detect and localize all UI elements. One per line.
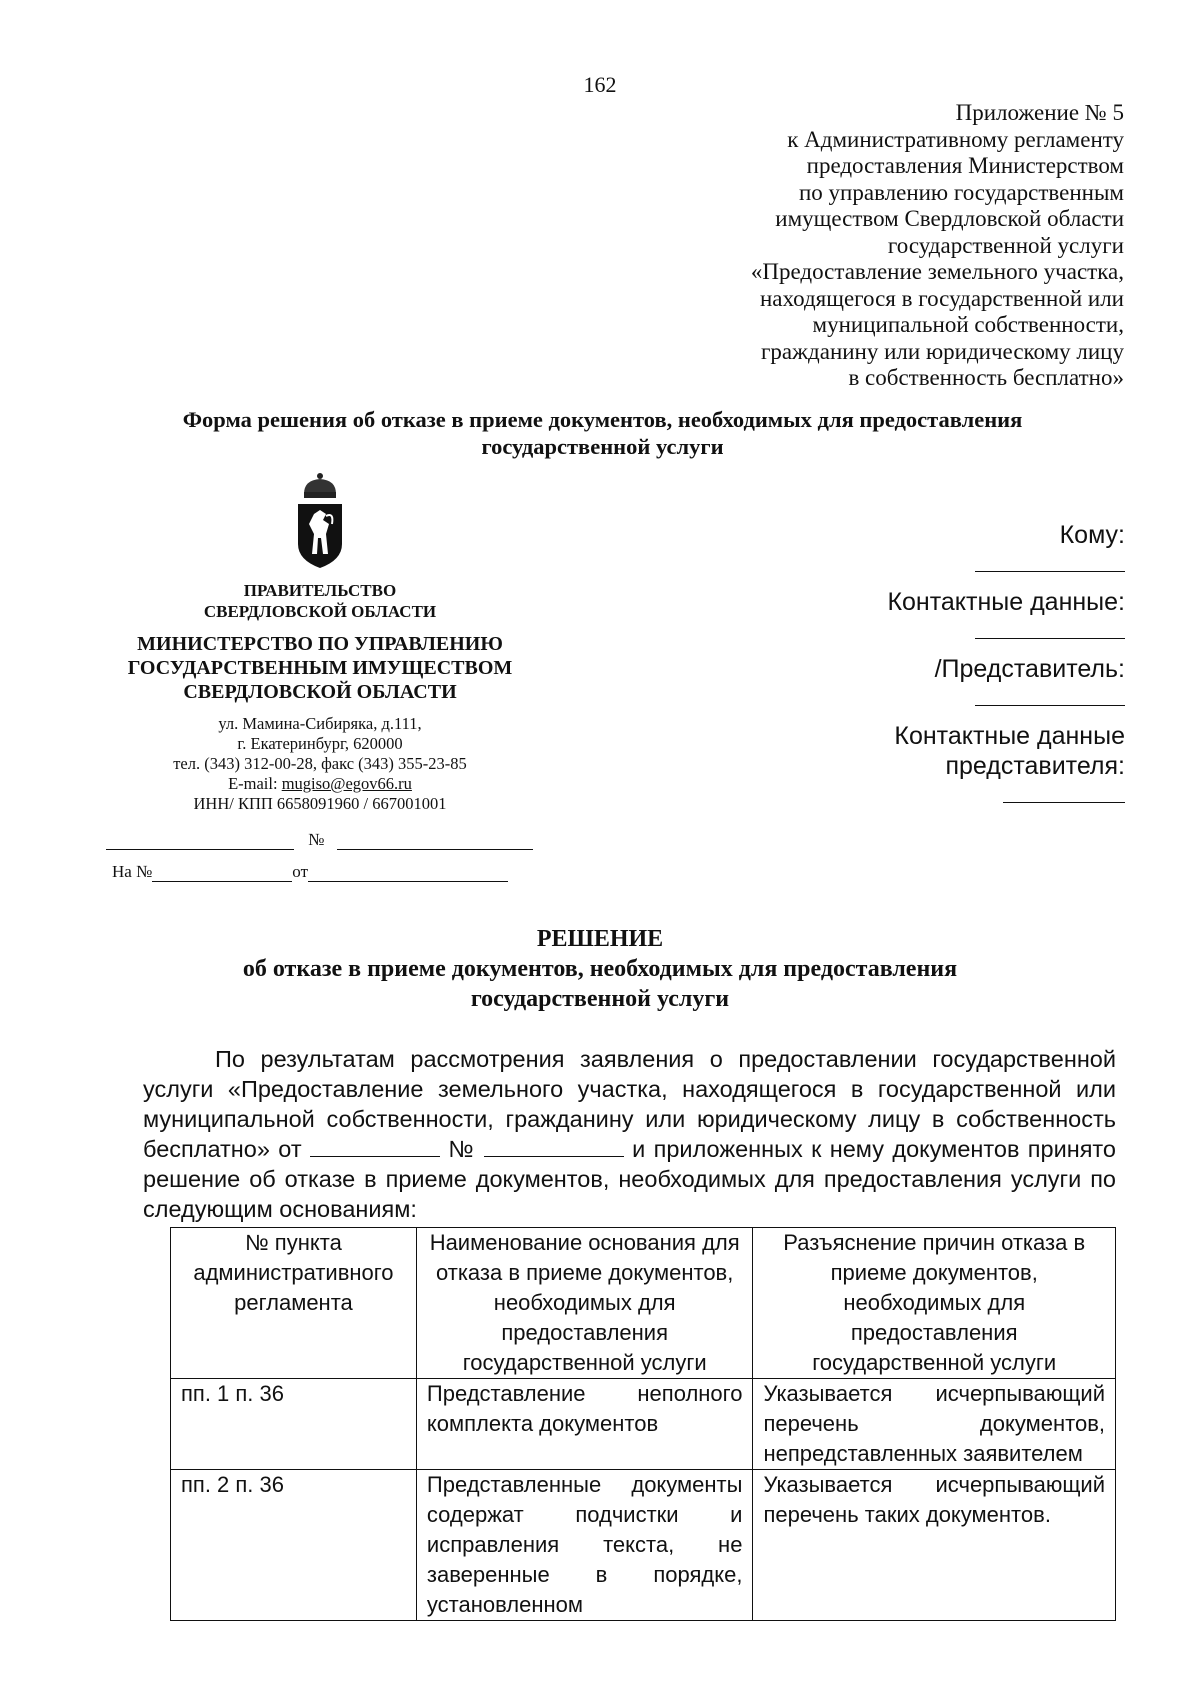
table-row (171, 1379, 1116, 1470)
appendix-line: гражданину или юридическому лицу (761, 338, 1124, 364)
form-title (130, 406, 1075, 460)
inn-line: ИНН/ КПП 6658091960 / 667001001 (193, 794, 447, 813)
addressee-block (887, 520, 1125, 810)
header-cell: № пункта административного регламента (171, 1228, 417, 1379)
appendix-line: в собственность бесплатно» (848, 365, 1124, 390)
email-line (95, 774, 545, 794)
header-cell: Наименование основания для отказа в приеме документов, необходимых для предоставления государственной услуги (416, 1228, 753, 1379)
rep-contacts-label-2: представителя: (945, 752, 1125, 780)
decision-subtitle: государственной услуги (470, 986, 730, 1012)
ministry-address (95, 714, 545, 814)
representative-label: /Представитель: (934, 655, 1125, 683)
header-cell: Разъяснение причин отказа в приеме документов, необходимых для предоставления государственной услуги (753, 1228, 1116, 1379)
reply-date-blank (308, 864, 508, 882)
government-line: ПРАВИТЕЛЬСТВО (243, 581, 397, 600)
outgoing-number-blank (337, 832, 533, 850)
table-cell: Представление неполного комплекта документов (416, 1379, 753, 1470)
decision-subtitle: об отказе в приеме документов, необходимых для предоставления (242, 956, 958, 982)
to-label: Кому: (1059, 521, 1125, 549)
application-date-blank (310, 1138, 440, 1157)
appendix-line: государственной услуги (887, 232, 1124, 258)
ministry-line: МИНИСТЕРСТВО ПО УПРАВЛЕНИЮ (137, 633, 503, 655)
coat-of-arms-icon (290, 468, 350, 570)
email-link[interactable]: mugiso@egov66.ru (281, 774, 412, 793)
phone-line: тел. (343) 312-00-28, факс (343) 355-23-85 (173, 754, 467, 773)
contacts-blank (887, 617, 1125, 646)
table-row (171, 1470, 1116, 1621)
email-label: E-mail: (228, 774, 282, 793)
paragraph-text: По результатам рассмотрения заявления о предоставлении государственной услуги «Предоставление земельного участка, находящегося в государственной или муниципальной собственности, гражданину или юридическому лицу в собственность бесплатно» от (143, 1046, 1116, 1162)
reply-to-label: На № (112, 862, 153, 881)
reply-reference-line (112, 862, 508, 882)
appendix-block (751, 100, 1124, 392)
ministry-line: СВЕРДЛОВСКОЙ ОБЛАСТИ (183, 681, 457, 703)
appendix-line: Приложение № 5 (955, 100, 1124, 125)
table-cell: Указывается исчерпывающий перечень таких документов. (753, 1470, 1116, 1621)
appendix-line: имуществом Свердловской области (775, 206, 1124, 231)
ministry-name (95, 632, 545, 704)
decision-title: РЕШЕНИЕ (536, 926, 664, 952)
outgoing-date-blank (106, 832, 294, 850)
number-sign: № (308, 830, 325, 849)
table-header-row (171, 1228, 1116, 1379)
from-label: от (292, 862, 309, 881)
address-line: ул. Мамина-Сибиряка, д.111, (218, 714, 422, 733)
representative-blank (887, 684, 1125, 713)
table-cell: Указывается исчерпывающий перечень документов, непредставленных заявителем (753, 1379, 1116, 1470)
address-line: г. Екатеринбург, 620000 (237, 734, 403, 753)
decision-paragraph (143, 1044, 1116, 1224)
appendix-line: находящегося в государственной или (759, 285, 1124, 311)
appendix-line: «Предоставление земельного участка, (750, 259, 1124, 284)
government-name (95, 580, 545, 622)
rep-contacts-blank (887, 781, 1125, 810)
page-number: 162 (583, 72, 617, 97)
paragraph-text: и приложенных к нему документов принято решение об отказе в приеме документов, необходимых для предоставления услуги по следующим основаниям: (143, 1136, 1116, 1222)
appendix-line: к Административному регламенту (787, 126, 1124, 152)
appendix-line: предоставления Министерством (806, 153, 1124, 178)
table-cell: Представленные документы содержат подчистки и исправления текста, не заверенные в порядке, установленном (416, 1470, 753, 1621)
grounds-table (170, 1227, 1116, 1621)
to-blank (887, 550, 1125, 579)
table-cell: пп. 2 п. 36 (171, 1470, 417, 1621)
appendix-line: по управлению государственным (799, 179, 1124, 205)
contacts-label: Контактные данные: (887, 588, 1125, 616)
ministry-line: ГОСУДАРСТВЕННЫМ ИМУЩЕСТВОМ (127, 657, 513, 679)
government-line: СВЕРДЛОВСКОЙ ОБЛАСТИ (203, 602, 437, 621)
rep-contacts-label: Контактные данные (894, 722, 1125, 750)
decision-heading (180, 924, 1020, 1014)
appendix-line: муниципальной собственности, (812, 312, 1124, 337)
form-title-line: Форма решения об отказе в приеме документов, необходимых для предоставления (182, 407, 1023, 432)
form-title-line: государственной услуги (481, 434, 724, 459)
application-number-blank (484, 1138, 624, 1157)
reply-number-blank (152, 864, 292, 882)
paragraph-number-sign: № (448, 1136, 476, 1162)
registration-number-line (106, 830, 533, 850)
table-cell: пп. 1 п. 36 (171, 1379, 417, 1470)
